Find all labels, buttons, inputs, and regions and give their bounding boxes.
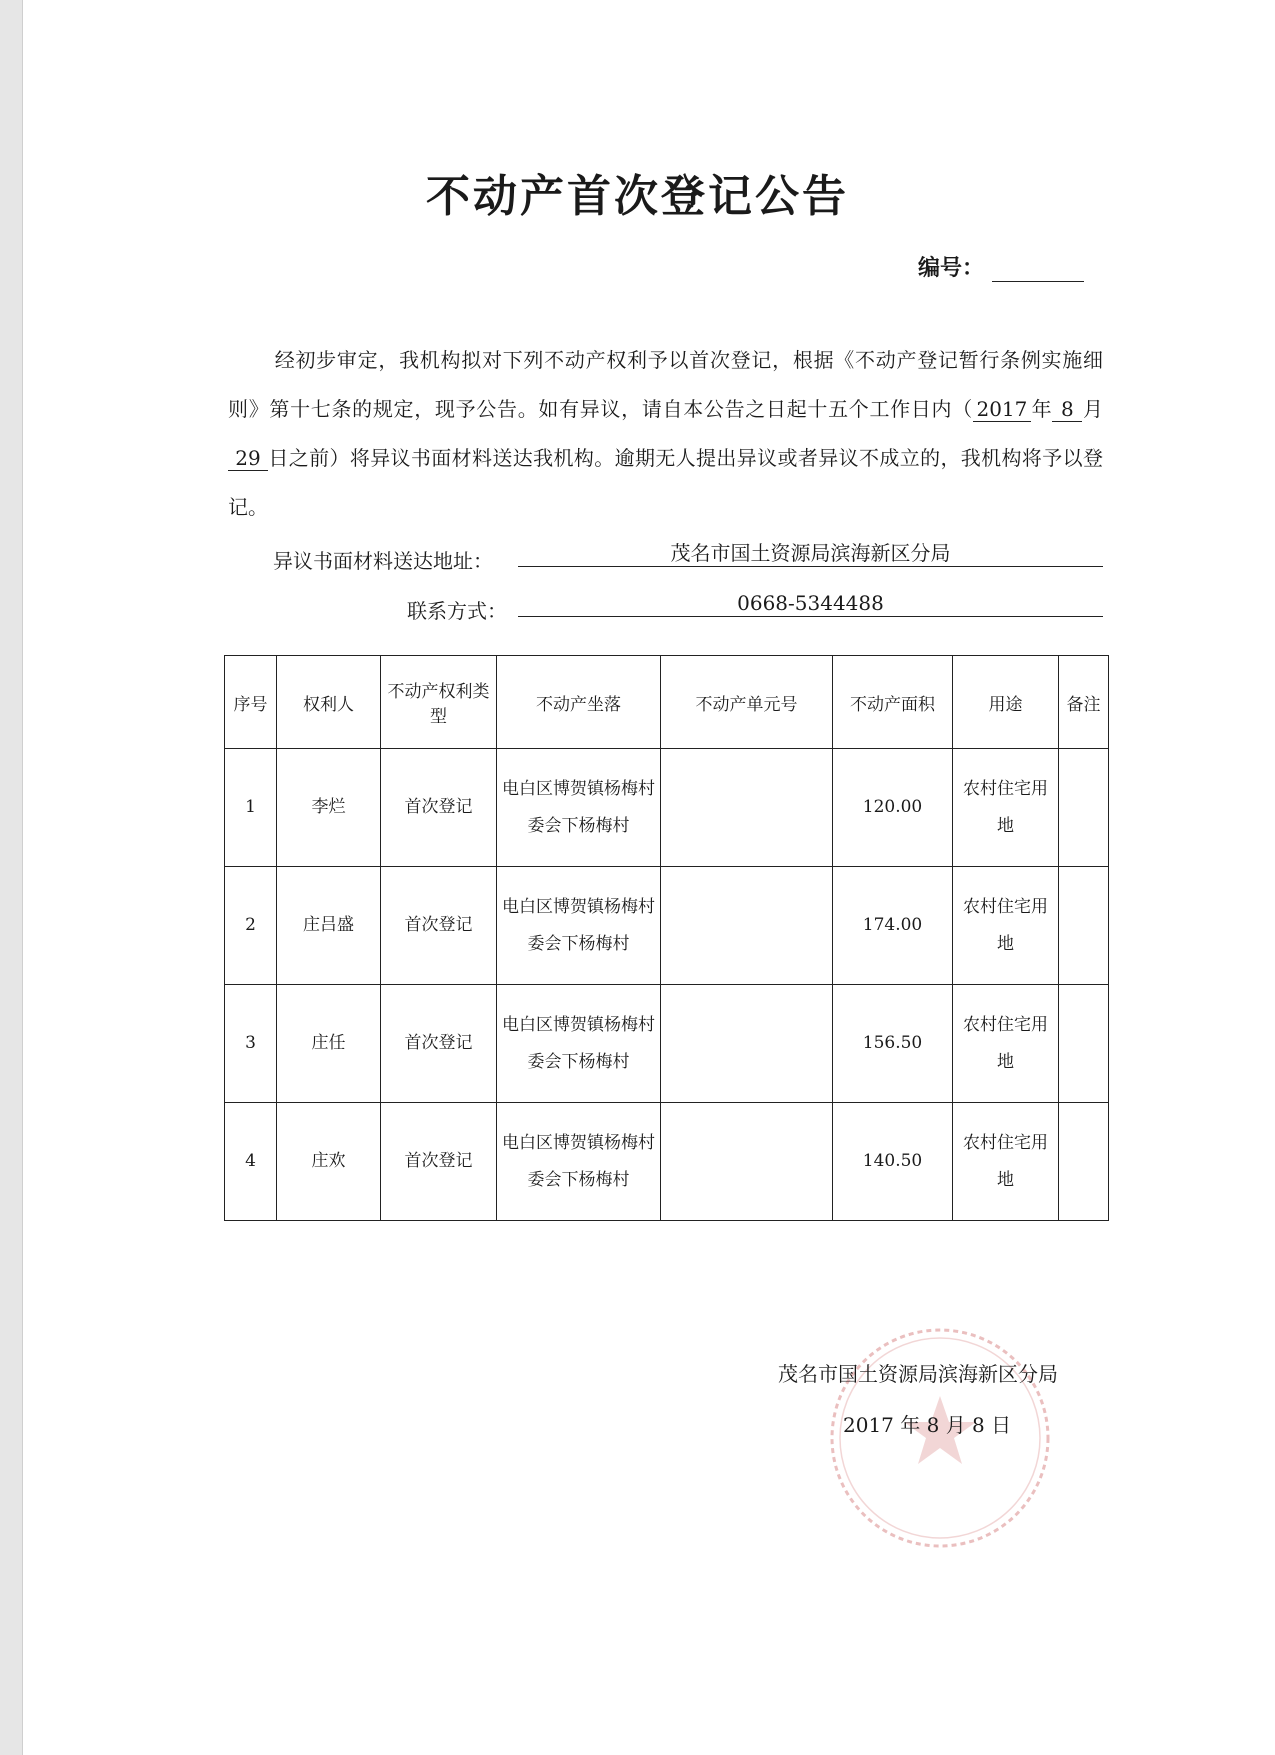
signature-organization: 茂名市国土资源局滨海新区分局 <box>778 1362 1058 1386</box>
notice-paragraph <box>228 336 1103 532</box>
contact-value: 0668-5344488 <box>518 590 1103 617</box>
cell-use: 农村住宅用地 <box>953 985 1059 1103</box>
deadline-month-suffix: 月 <box>1082 397 1104 421</box>
cell-location: 电白区博贺镇杨梅村委会下杨梅村 <box>497 867 661 985</box>
cell-area: 174.00 <box>833 867 953 985</box>
table-header-row <box>225 656 1109 749</box>
official-seal-icon <box>820 1318 1060 1558</box>
cell-owner: 李烂 <box>277 749 381 867</box>
table-row <box>225 1103 1109 1221</box>
cell-unit-number <box>661 1103 833 1221</box>
deadline-year: 2017 <box>973 397 1031 422</box>
notice-text-part1: 经初步审定，我机构拟对下列不动产权利予以首次登记，根据《不动产登记暂行条例实施细则》第十七条的规定，现予公告。如有异议，请自本公告之日起十五个工作日内（ <box>228 348 1103 421</box>
deadline-year-suffix: 年 <box>1030 397 1053 421</box>
address-label: 异议书面材料送达地址： <box>273 549 493 573</box>
cell-right-type: 首次登记 <box>381 749 497 867</box>
table-row <box>225 749 1109 867</box>
header-unit-number: 不动产单元号 <box>661 656 833 749</box>
cell-right-type: 首次登记 <box>381 985 497 1103</box>
scan-edge-line <box>22 0 23 1755</box>
cell-location: 电白区博贺镇杨梅村委会下杨梅村 <box>497 985 661 1103</box>
header-owner: 权利人 <box>277 656 381 749</box>
document-number <box>918 251 1084 282</box>
cell-remark <box>1059 749 1109 867</box>
cell-unit-number <box>661 749 833 867</box>
header-right-type: 不动产权利类型 <box>381 656 497 749</box>
cell-use: 农村住宅用地 <box>953 749 1059 867</box>
cell-remark <box>1059 1103 1109 1221</box>
scan-edge-shadow <box>0 0 22 1755</box>
header-remark: 备注 <box>1059 656 1109 749</box>
cell-owner: 庄任 <box>277 985 381 1103</box>
cell-remark <box>1059 867 1109 985</box>
cell-index: 2 <box>225 867 277 985</box>
cell-index: 3 <box>225 985 277 1103</box>
registration-table <box>224 655 1109 1221</box>
cell-index: 1 <box>225 749 277 867</box>
cell-use: 农村住宅用地 <box>953 1103 1059 1221</box>
header-use: 用途 <box>953 656 1059 749</box>
cell-location: 电白区博贺镇杨梅村委会下杨梅村 <box>497 749 661 867</box>
notice-text-part2: 日之前）将异议书面材料送达我机构。逾期无人提出异议或者异议不成立的，我机构将予以登记。 <box>228 446 1103 519</box>
address-value: 茂名市国土资源局滨海新区分局 <box>518 540 1103 567</box>
header-location: 不动产坐落 <box>497 656 661 749</box>
deadline-month: 8 <box>1052 397 1082 422</box>
cell-area: 140.50 <box>833 1103 953 1221</box>
cell-right-type: 首次登记 <box>381 1103 497 1221</box>
table-row <box>225 867 1109 985</box>
cell-owner: 庄吕盛 <box>277 867 381 985</box>
cell-unit-number <box>661 985 833 1103</box>
document-number-blank <box>992 261 1084 282</box>
cell-location: 电白区博贺镇杨梅村委会下杨梅村 <box>497 1103 661 1221</box>
cell-remark <box>1059 985 1109 1103</box>
cell-right-type: 首次登记 <box>381 867 497 985</box>
deadline-day: 29 <box>228 446 268 471</box>
cell-use: 农村住宅用地 <box>953 867 1059 985</box>
cell-index: 4 <box>225 1103 277 1221</box>
table-row <box>225 985 1109 1103</box>
header-index: 序号 <box>225 656 277 749</box>
page-title: 不动产首次登记公告 <box>426 171 849 222</box>
cell-unit-number <box>661 867 833 985</box>
header-area: 不动产面积 <box>833 656 953 749</box>
document-number-label: 编号： <box>918 255 985 281</box>
signature-date: 2017 年 8 月 8 日 <box>843 1413 1012 1437</box>
contact-label: 联系方式： <box>407 599 507 623</box>
cell-area: 156.50 <box>833 985 953 1103</box>
cell-area: 120.00 <box>833 749 953 867</box>
cell-owner: 庄欢 <box>277 1103 381 1221</box>
